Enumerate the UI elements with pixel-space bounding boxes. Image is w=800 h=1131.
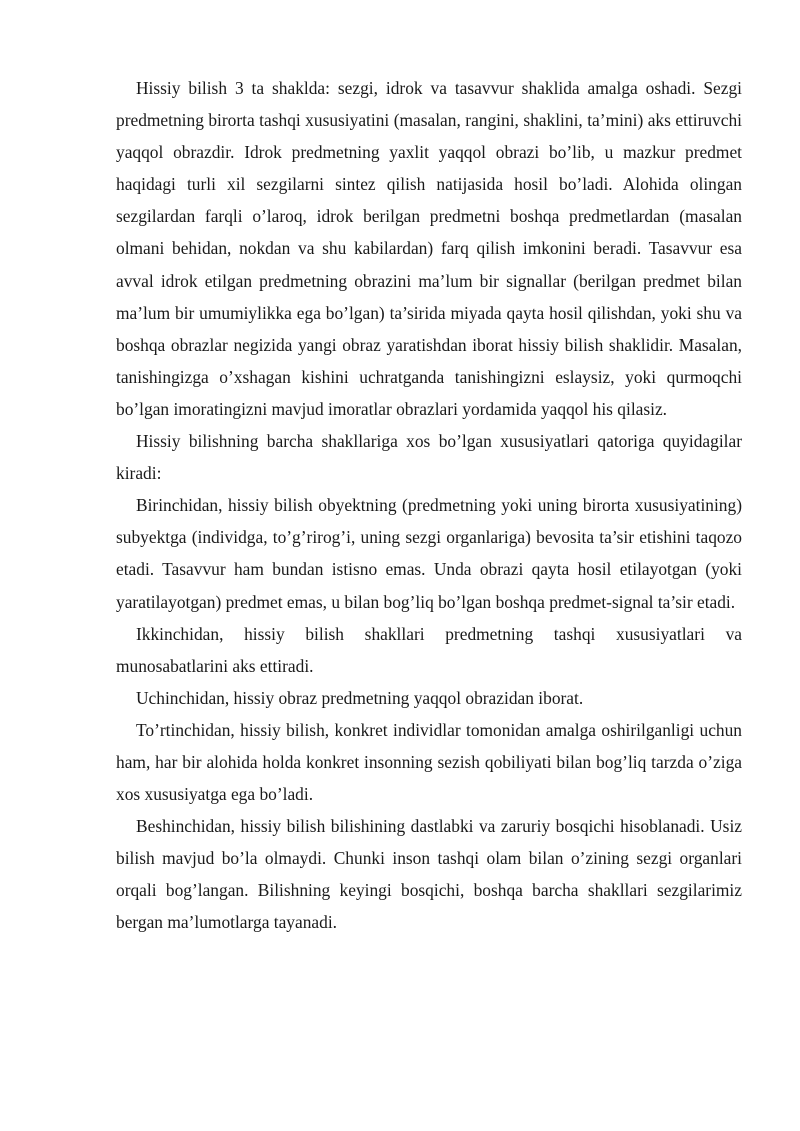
paragraph-second-feature: Ikkinchidan, hissiy bilish shakllari predmetning tashqi xususiyatlari va munosabatlarini aks ettiradi.	[116, 623, 742, 676]
document-body	[116, 72, 742, 939]
paragraph-first-feature: Birinchidan, hissiy bilish obyektning (predmetning yoki uning birorta xususiyatining) subyektga (individga, to’g’rirog’i, uning sezgi organlariga) bevosita ta’sir etishini taqozo etadi. Tasavvur ham bundan istisno emas. Unda obrazi qayta hosil etilayotgan (yoki yaratilayotgan) predmet emas, u bilan bog’liq bo’lgan boshqa predmet-signal ta’sir etadi.	[116, 495, 742, 612]
paragraph-fourth-feature: To’rtinchidan, hissiy bilish, konkret individlar tomonidan amalga oshirilganligi uchun ham, har bir alohida holda konkret insonning sezish qobiliyati bilan bog’liq tarzda o’ziga xos xususiyatga ega bo’ladi.	[116, 719, 742, 805]
paragraph-forms-of-sensory-cognition: Hissiy bilish 3 ta shaklda: sezgi, idrok va tasavvur shaklida amalga oshadi. Sezgi predmetning birorta tashqi xususiyatini (masalan, rangini, shaklini, ta’mini) aks ettiruvchi yaqqol obrazdir. Idrok predmetning yaxlit yaqqol obrazi bo’lib, u mazkur predmet haqidagi turli xil sezgilarni sintez qilish natijasida hosil bo’ladi. Alohida olingan sezgilardan farqli o’laroq, idrok berilgan predmetni boshqa predmetlardan (masalan olmani behidan, nokdan va shu kabilardan) farq qilish imkonini beradi. Tasavvur esa avval idrok etilgan predmetning obrazini ma’lum bir signallar (berilgan predmet bilan ma’lum bir umumiylikka ega bo’lgan) ta’sirida miyada qayta hosil qilishdan, yoki shu va boshqa obrazlar negizida yangi obraz yaratishdan iborat hissiy bilish shaklidir. Masalan, tanishingizga o’xshagan kishini uchratganda tanishingizni eslaysiz, yoki qurmoqchi bo’lgan imoratingizni mavjud imoratlar obrazlari yordamida yaqqol his qilasiz.	[116, 78, 742, 419]
paragraph-third-feature: Uchinchidan, hissiy obraz predmetning yaqqol obrazidan iborat.	[136, 687, 584, 708]
paragraph-fifth-feature: Beshinchidan, hissiy bilish bilishining dastlabki va zaruriy bosqichi hisoblanadi. Usiz bilish mavjud bo’la olmaydi. Chunki inson tashqi olam bilan o’zining sezgi organlari orqali bog’langan. Bilishning keyingi bosqichi, boshqa barcha shakllari sezgilarimiz bergan ma’lumotlarga tayanadi.	[116, 816, 742, 933]
paragraph-common-features-intro: Hissiy bilishning barcha shakllariga xos bo’lgan xususiyatlari qatoriga quyidagilar kiradi:	[116, 431, 742, 484]
